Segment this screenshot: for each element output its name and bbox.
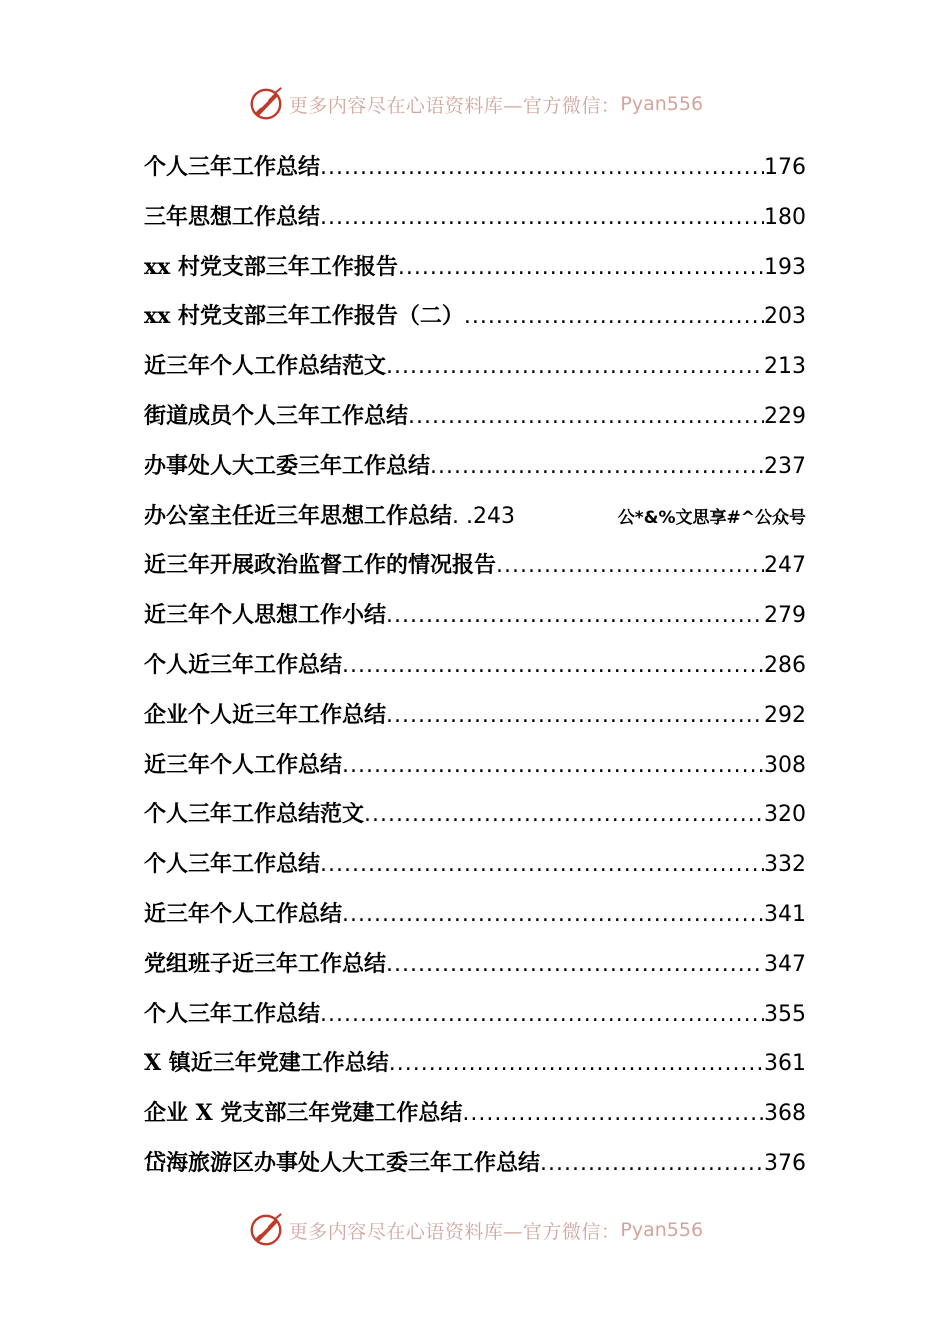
toc-entry-title: 近三年个人思想工作小结 xyxy=(144,602,387,629)
toc-entry-title: 个人三年工作总结 xyxy=(144,1000,321,1027)
toc-entry-title: 办事处人大工委三年工作总结 xyxy=(144,452,431,479)
toc-entry-page: 286 xyxy=(764,652,806,678)
toc-entry[interactable] xyxy=(144,543,806,593)
toc-entry-title: 办公室主任近三年思想工作总结 xyxy=(144,502,453,529)
toc-entry-title: 近三年个人工作总结 xyxy=(144,751,343,778)
toc-leader-dots xyxy=(342,744,764,788)
footer-text: 更多内容尽在心语资料库—官方微信： xyxy=(288,1220,621,1243)
toc-leader-dots xyxy=(342,644,764,688)
toc-entry[interactable] xyxy=(144,1091,806,1141)
toc-entry-title: 三年思想工作总结 xyxy=(144,203,321,230)
header-wechat-id: Pyan556 xyxy=(620,93,704,115)
watermark-note: 公*&%文思享#^公众号 xyxy=(617,507,806,528)
toc-leader-dots xyxy=(464,295,764,339)
toc-entry-page: 355 xyxy=(764,1001,806,1027)
toc-entry-title: 个人三年工作总结范文 xyxy=(144,801,365,828)
toc-entry-page: 341 xyxy=(764,901,806,927)
toc-leader-dots xyxy=(430,445,764,489)
toc-entry-title: 企业 X 党支部三年党建工作总结 xyxy=(144,1100,463,1127)
toc-entry[interactable] xyxy=(144,643,806,693)
toc-leader-dots xyxy=(320,843,764,887)
footer-banner xyxy=(0,1210,950,1250)
toc-entry-title: 岱海旅游区办事处人大工委三年工作总结 xyxy=(144,1149,541,1176)
toc-entry[interactable] xyxy=(144,693,806,743)
toc-leader-dots xyxy=(462,1092,764,1136)
toc-entry-page: 237 xyxy=(764,453,806,479)
toc-leader-dots xyxy=(540,1142,764,1186)
toc-entry[interactable] xyxy=(144,444,806,494)
toc-entry-title: 街道成员个人三年工作总结 xyxy=(144,402,409,429)
toc-entry[interactable] xyxy=(144,294,806,344)
toc-leader-dots xyxy=(342,893,764,937)
toc-entry[interactable] xyxy=(144,842,806,892)
toc-entry-page: 176 xyxy=(764,155,806,180)
toc-leader-dots xyxy=(386,694,764,738)
toc-entry-page: 213 xyxy=(764,354,806,380)
header-text: 更多内容尽在心语资料库—官方微信： xyxy=(288,94,621,117)
toc-entry-page: 247 xyxy=(764,553,806,579)
toc-entry[interactable] xyxy=(144,792,806,842)
toc-entry[interactable] xyxy=(144,145,806,195)
toc-leader-dots xyxy=(320,146,764,190)
toc-entry-title: xx 村党支部三年工作报告（二） xyxy=(144,303,464,330)
toc-entry-page: 376 xyxy=(764,1150,806,1176)
quill-logo-icon xyxy=(247,85,285,123)
toc-leader-dots xyxy=(389,1042,764,1086)
toc-entry-page: 292 xyxy=(764,702,806,728)
toc-entry[interactable] xyxy=(144,992,806,1042)
toc-entry-page: 320 xyxy=(764,802,806,828)
toc-entry-page: 332 xyxy=(764,852,806,878)
toc-entry-page: 347 xyxy=(764,951,806,977)
toc-leader-dots xyxy=(320,993,764,1037)
toc-leader-dots xyxy=(408,395,764,439)
toc-entry[interactable] xyxy=(144,394,806,444)
quill-logo-icon xyxy=(247,1211,285,1249)
toc-entry-title: X 镇近三年党建工作总结 xyxy=(144,1050,389,1077)
toc-leader-dots xyxy=(364,793,764,837)
toc-entry[interactable] xyxy=(144,942,806,992)
toc-entry-page: 193 xyxy=(764,254,806,280)
table-of-contents xyxy=(144,145,806,1191)
toc-entry-page: 279 xyxy=(764,603,806,629)
toc-leader-dots xyxy=(398,246,764,290)
toc-entry-title: 个人近三年工作总结 xyxy=(144,651,343,678)
toc-entry-title: 近三年开展政治监督工作的情况报告 xyxy=(144,552,497,579)
toc-entry-title: 企业个人近三年工作总结 xyxy=(144,701,387,728)
toc-entry-page: 368 xyxy=(764,1101,806,1127)
footer-wechat-id: Pyan556 xyxy=(620,1219,704,1241)
toc-entry-page: 308 xyxy=(764,752,806,778)
toc-entry-page: 361 xyxy=(764,1051,806,1077)
toc-entry-page: 203 xyxy=(764,304,806,330)
toc-entry-title: 个人三年工作总结 xyxy=(144,851,321,878)
toc-leader-dots xyxy=(386,943,764,987)
toc-leader-dots xyxy=(386,345,764,389)
toc-entry-title: 近三年个人工作总结范文 xyxy=(144,353,387,380)
toc-entry-title: 个人三年工作总结 xyxy=(144,154,321,180)
toc-leader-dots xyxy=(320,196,764,240)
toc-entry[interactable] xyxy=(144,195,806,245)
toc-entry-title: xx 村党支部三年工作报告 xyxy=(144,253,398,280)
toc-entry-page: . .243 xyxy=(452,503,515,529)
toc-entry[interactable] xyxy=(144,1141,806,1191)
toc-entry[interactable] xyxy=(144,344,806,394)
toc-entry[interactable] xyxy=(144,892,806,942)
toc-leader-dots xyxy=(496,544,764,588)
toc-entry-page: 180 xyxy=(764,204,806,230)
toc-entry[interactable] xyxy=(144,1041,806,1091)
toc-entry[interactable] xyxy=(144,593,806,643)
toc-entry[interactable] xyxy=(144,743,806,793)
toc-entry[interactable] xyxy=(144,245,806,295)
toc-entry-title: 近三年个人工作总结 xyxy=(144,900,343,927)
toc-entry-with-note[interactable] xyxy=(144,494,806,544)
toc-entry-page: 229 xyxy=(764,403,806,429)
toc-leader-dots xyxy=(386,594,764,638)
toc-entry-title: 党组班子近三年工作总结 xyxy=(144,950,387,977)
header-banner xyxy=(0,84,950,124)
